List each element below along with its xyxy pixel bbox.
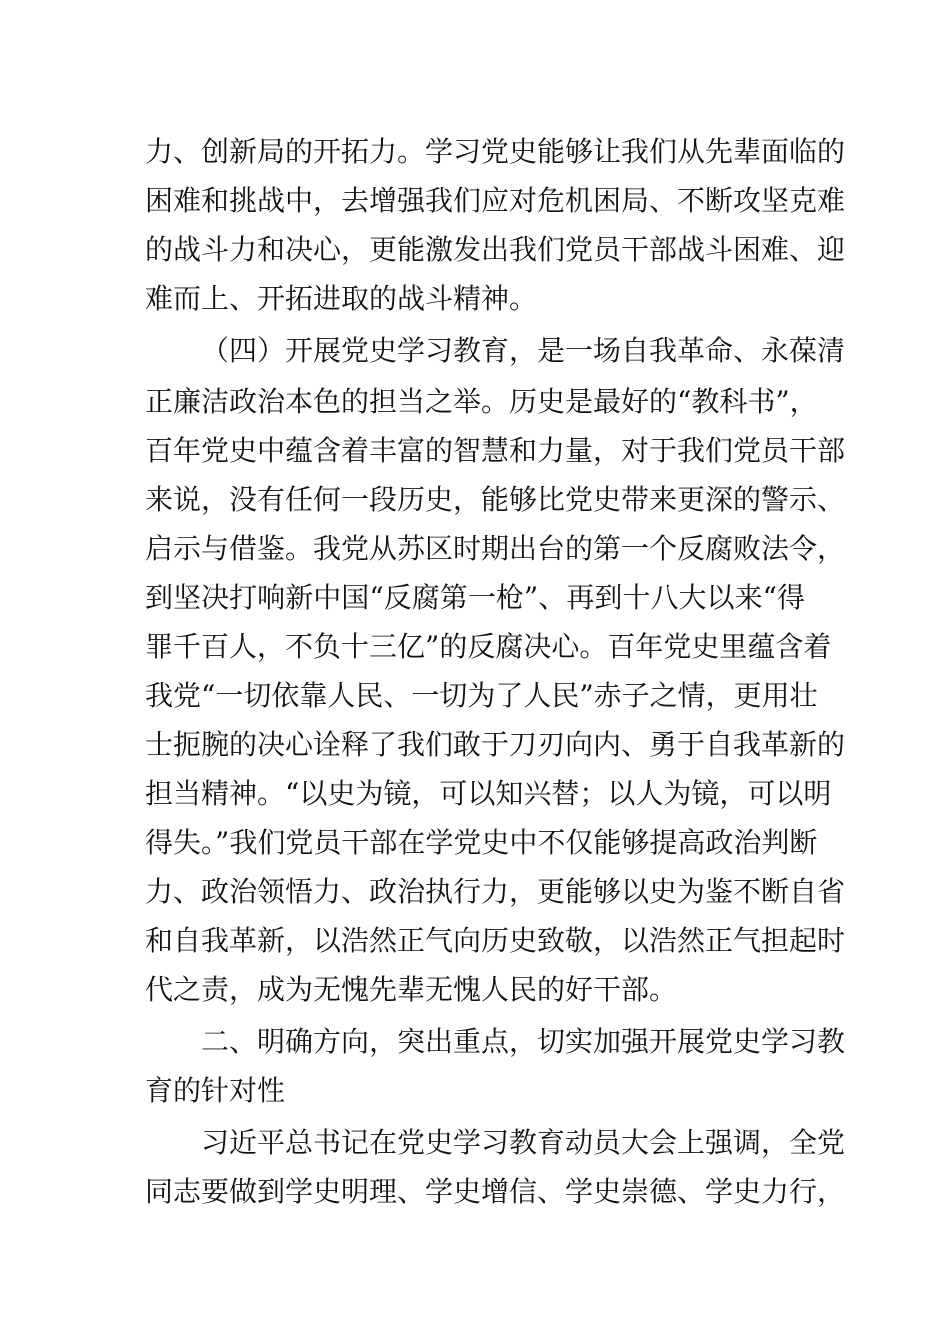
text-line: 代之责，成为无愧先辈无愧人民的好干部。: [145, 973, 678, 1006]
text-line: 百年党史中蕴含着丰富的智慧和力量，对于我们党员干部: [145, 434, 846, 467]
text-line: 士扼腕的决心诠释了我们敢于刀刃向内、勇于自我革新的: [145, 728, 846, 761]
text-line: 的战斗力和决心，更能激发出我们党员干部战斗困难、迎: [145, 233, 846, 266]
text-line: 正廉洁政治本色的担当之举。历史是最好的“教科书”，: [145, 385, 818, 418]
text-line: 担当精神。“以史为镜，可以知兴替；以人为镜，可以明: [145, 777, 832, 810]
text-line: 得失。”我们党员干部在学党史中不仅能够提高政治判断: [145, 826, 818, 859]
text-line: 罪千百人，不负十三亿”的反腐决心。百年党史里蕴含着: [145, 630, 832, 663]
text-line: 力、创新局的开拓力。学习党史能够让我们从先辈面临的: [145, 135, 846, 168]
text-line: 困难和挑战中，去增强我们应对危机困局、不断攻坚克难: [145, 184, 846, 217]
text-line: 我党“一切依靠人民、一切为了人民”赤子之情，更用壮: [145, 679, 818, 712]
paragraph-start-line: 习近平总书记在党史学习教育动员大会上强调，全党: [201, 1126, 846, 1159]
text-line: 同志要做到学史明理、学史增信、学史崇德、学史力行，: [145, 1175, 846, 1208]
text-line: 力、政治领悟力、政治执行力，更能够以史为鉴不断自省: [145, 875, 846, 908]
text-line: 难而上、开拓进取的战斗精神。: [145, 282, 538, 315]
text-line: 到坚决打响新中国“反腐第一枪”、再到十八大以来“得: [145, 581, 805, 614]
section-heading-line: 二、明确方向，突出重点，切实加强开展党史学习教: [201, 1025, 846, 1058]
section-heading-line: 育的针对性: [145, 1074, 286, 1107]
text-line: 和自我革新，以浩然正气向历史致敬，以浩然正气担起时: [145, 924, 846, 957]
text-line: 来说，没有任何一段历史，能够比党史带来更深的警示、: [145, 483, 846, 516]
text-line: 启示与借鉴。我党从苏区时期出台的第一个反腐败法令，: [145, 532, 846, 565]
paragraph-start-line: （四）开展党史学习教育，是一场自我革命、永葆清: [201, 334, 846, 367]
